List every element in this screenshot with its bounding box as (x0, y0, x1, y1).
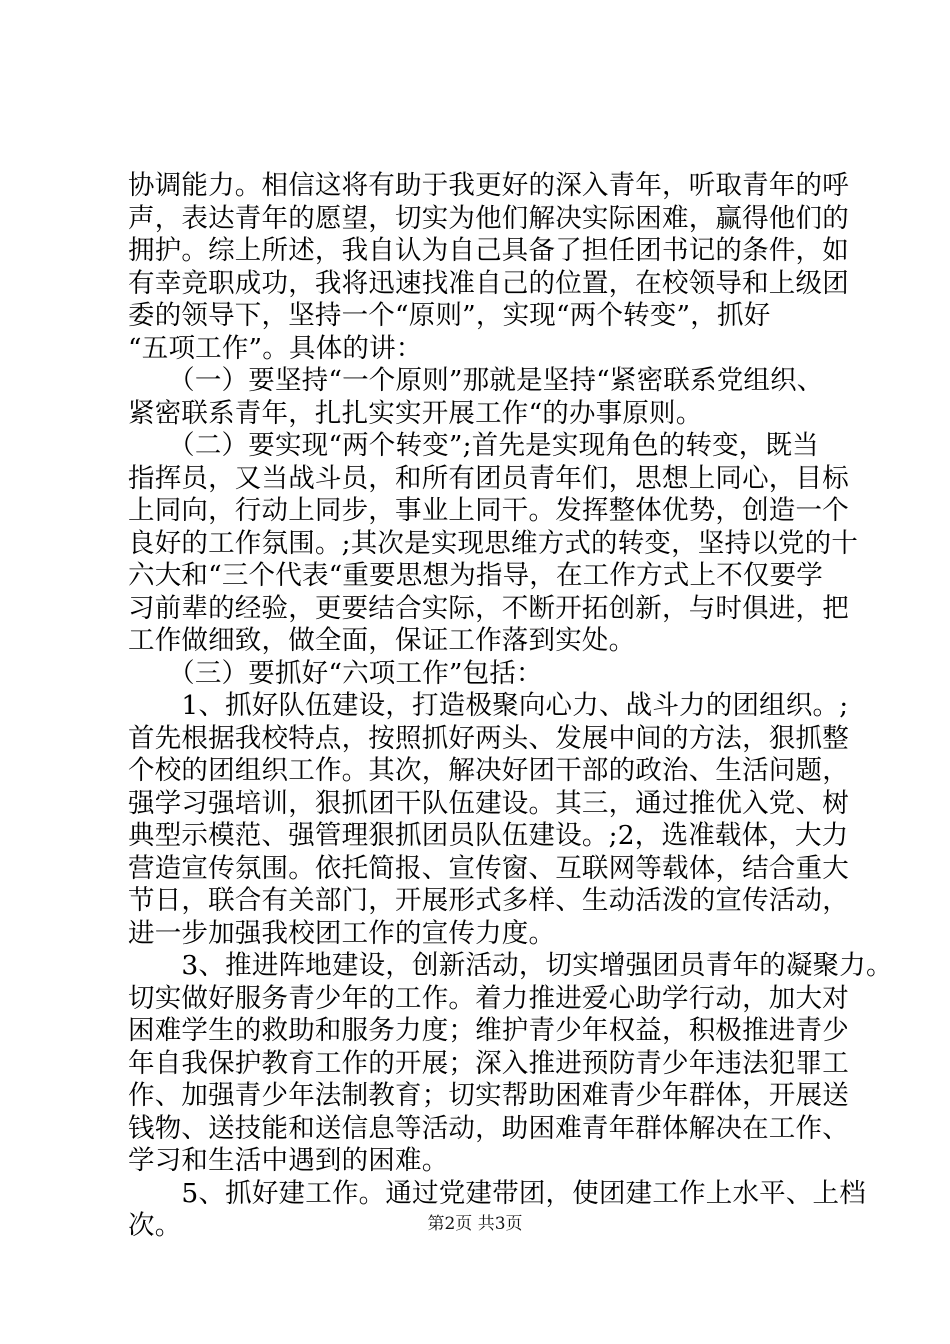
text-line: 紧密联系青年，扎扎实实开展工作“的办事原则。 (128, 397, 703, 429)
text-line: 指挥员，又当战斗员，和所有团员青年们，思想上同心，目标 (128, 462, 849, 494)
text-line: 协调能力。相信这将有助于我更好的深入青年，听取青年的呼 (128, 170, 849, 201)
text-line: 年自我保护教育工作的开展；深入推进预防青少年违法犯罪工 (128, 1047, 849, 1079)
text-line: 委的领导下，坚持一个“原则”，实现“两个转变”，抓好 (128, 300, 771, 331)
text-line: 作、加强青少年法制教育；切实帮助困难青少年群体，开展送 (128, 1080, 849, 1111)
text-line: 上同向，行动上同步，事业上同干。发挥整体优势，创造一个 (128, 495, 849, 526)
text-line: 工作做细致，做全面，保证工作落到实处。 (128, 625, 636, 656)
text-line: 良好的工作氛围。;其次是实现思维方式的转变，坚持以党的十 (128, 527, 859, 559)
text-line: 六大和“三个代表“重要思想为指导，在工作方式上不仅要学 (128, 560, 823, 591)
text-line: 5、抓好建工作。通过党建带团，使团建工作上水平、上档 (128, 1177, 866, 1209)
text-line: （三）要抓好“六项工作”包括： (128, 657, 543, 689)
text-line: 个校的团组织工作。其次，解决好团干部的政治、生活问题， (128, 755, 849, 786)
text-line: 学习和生活中遇到的困难。 (128, 1145, 449, 1176)
text-line: “五项工作”。具体的讲： (128, 332, 423, 364)
text-line: 节日，联合有关部门，开展形式多样、生动活泼的宣传活动， (128, 885, 849, 916)
text-line: 强学习强培训，狠抓团干队伍建设。其三，通过推优入党、树 (128, 787, 849, 819)
page-footer: 第2页 共3页 (427, 1214, 523, 1234)
text-line: 营造宣传氛围。依托简报、宣传窗、互联网等载体，结合重大 (128, 852, 849, 884)
text-line: （二）要实现“两个转变”;首先是实现角色的转变，既当 (128, 430, 819, 461)
text-line: 1、抓好队伍建设，打造极聚向心力、战斗力的团组织。; (128, 690, 849, 721)
text-line: 声，表达青年的愿望，切实为他们解决实际困难，赢得他们的 (128, 202, 849, 234)
text-line: 有幸竞职成功，我将迅速找准自己的位置，在校领导和上级团 (128, 267, 849, 299)
text-line: 次。 (128, 1210, 182, 1241)
text-line: 3、推进阵地建设，创新活动，切实增强团员青年的凝聚力。 (128, 950, 893, 981)
text-line: 切实做好服务青少年的工作。着力推进爱心助学行动，加大对 (128, 982, 849, 1014)
text-line: 钱物、送技能和送信息等活动，助困难青年群体解决在工作、 (128, 1112, 849, 1144)
document-body (128, 170, 893, 1243)
text-line: 拥护。综上所述，我自认为自己具备了担任团书记的条件，如 (128, 235, 849, 266)
text-line: 困难学生的救助和服务力度；维护青少年权益，积极推进青少 (128, 1015, 849, 1046)
text-line: （一）要坚持“一个原则”那就是坚持“紧密联系党组织、 (128, 365, 824, 396)
text-line: 典型示模范、强管理狠抓团员队伍建设。;2，选准载体，大力 (128, 820, 849, 851)
text-line: 进一步加强我校团工作的宣传力度。 (128, 917, 556, 949)
text-line: 首先根据我校特点，按照抓好两头、发展中间的方法，狠抓整 (128, 722, 849, 754)
text-line: 习前辈的经验，更要结合实际，不断开拓创新，与时俱进，把 (128, 592, 849, 624)
